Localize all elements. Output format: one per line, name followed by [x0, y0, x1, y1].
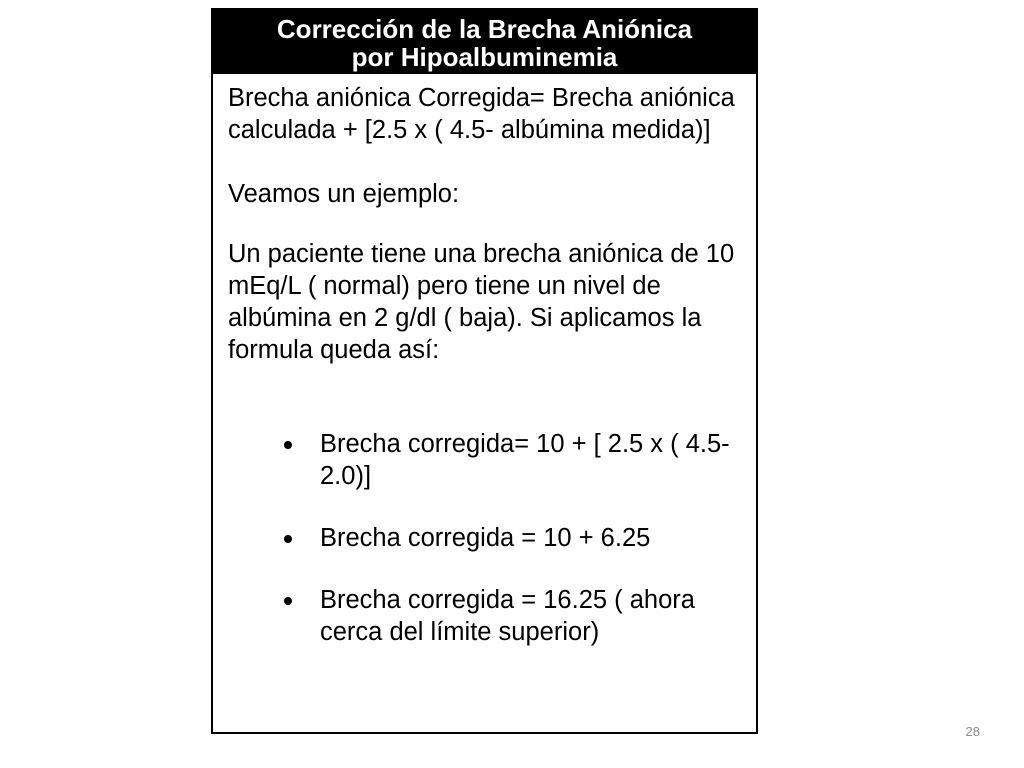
calculation-list — [228, 428, 748, 648]
list-item-text: Brecha corregida = 16.25 ( ahora cerca del límite superior) — [320, 586, 695, 646]
box-header — [213, 10, 756, 74]
slide-number: 28 — [965, 724, 980, 739]
list-item-text: Brecha corregida = 10 + 6.25 — [320, 524, 651, 552]
case-description: Un paciente tiene una brecha aniónica de 10 mEq/L ( normal) pero tiene un nivel de albúmina en 2 g/dl ( baja). Si aplicamos la formula queda así: — [228, 240, 735, 364]
list-item — [228, 428, 748, 492]
list-item — [228, 522, 748, 554]
bullet-icon — [284, 441, 292, 449]
bullet-icon — [284, 597, 292, 605]
box-body — [213, 74, 756, 648]
list-item — [228, 584, 748, 648]
formula-text: Brecha aniónica Corregida= Brecha aniónica calculada + [2.5 x ( 4.5- albúmina medida)] — [228, 84, 735, 144]
title-line-1: Corrección de la Brecha Aniónica — [276, 14, 693, 44]
title-line-2: por Hipoalbuminemia — [351, 42, 618, 72]
list-item-text: Brecha corregida= 10 + [ 2.5 x ( 4.5-2.0)] — [320, 430, 730, 490]
example-intro: Veamos un ejemplo: — [228, 180, 460, 208]
content-box — [211, 8, 758, 734]
bullet-icon — [284, 535, 292, 543]
